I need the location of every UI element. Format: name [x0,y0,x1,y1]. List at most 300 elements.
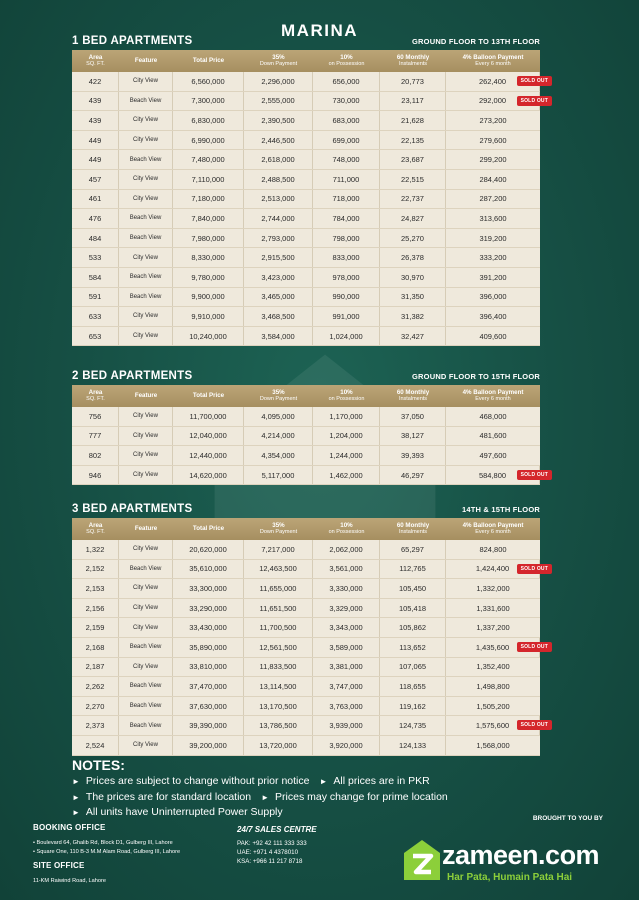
booking-address: • Square One, 110 B-3 M.M Alam Road, Gulberg III, Lahore [33,849,181,855]
column-header [119,50,173,72]
table-cell: 991,000 [313,307,380,326]
table-cell: 113,652 [380,638,446,657]
column-header-label: 4% Balloon Payment [462,389,524,397]
table-cell: 35,890,000 [173,638,244,657]
column-header [446,518,540,540]
table-cell: 484 [72,229,119,248]
table-cell: 2,062,000 [313,540,380,559]
table-cell: 107,065 [380,658,446,677]
column-header-label: Total Price [192,525,225,533]
table-cell: 39,390,000 [173,716,244,735]
site-office-title: SITE OFFICE [33,861,85,870]
table-cell: 449 [72,131,119,150]
column-header-sublabel: Every 6 month [475,529,511,536]
arrow-icon: ► [261,793,270,802]
table-cell: 2,744,000 [244,209,313,228]
table-cell: 313,600 [479,213,507,223]
table-cell: 1,322 [72,540,119,559]
table-cell: 11,833,500 [244,658,313,677]
table-cell: 65,297 [380,540,446,559]
table-cell: 533 [72,248,119,267]
table-row [72,131,540,151]
table-row [72,638,548,658]
table-cell: Beach View [119,716,173,735]
table-cell: 30,970 [380,268,446,287]
table-cell: 990,000 [313,288,380,307]
price-table [72,385,548,485]
table-cell: 5,117,000 [244,466,313,485]
table-cell: 9,900,000 [173,288,244,307]
table-cell: 119,162 [380,697,446,716]
table-cell: 2,270 [72,697,119,716]
arrow-icon: ► [319,777,328,786]
table-cell: 468,000 [479,411,507,421]
table-cell: 11,655,000 [244,579,313,598]
column-header-sublabel: Down Payment [259,529,298,536]
column-header-sublabel: Instalments [398,61,428,68]
table-cell: 20,620,000 [173,540,244,559]
table-cell: 292,000 [446,92,540,111]
column-header [72,518,119,540]
table-cell: 4,095,000 [244,407,313,426]
column-header [173,518,244,540]
note-text: The prices are for standard location [85,791,252,803]
table-cell: 1,204,000 [313,427,380,446]
section-title: 2 BED APARTMENTS [72,370,193,382]
table-cell: 1,024,000 [313,327,380,346]
section-floors: 14TH & 15TH FLOOR [462,505,540,514]
table-cell: 2,187 [72,658,119,677]
table-cell: City View [119,466,173,485]
note-text: All units have Uninterrupted Power Supply [85,806,283,818]
table-row [72,446,540,466]
table-cell: 3,329,000 [313,599,380,618]
table-cell: 7,980,000 [173,229,244,248]
table-cell: 12,561,500 [244,638,313,657]
table-cell: 711,000 [313,170,380,189]
table-cell: Beach View [119,229,173,248]
table-cell: 21,628 [380,111,446,130]
table-cell: 6,560,000 [173,72,244,91]
column-header [244,50,313,72]
table-cell: City View [119,111,173,130]
notes-title: NOTES: [72,757,125,773]
phone-ksa: KSA: +966 11 217 8718 [237,858,303,865]
column-header-label: 35% [272,389,285,397]
table-row [72,658,540,678]
column-header-sublabel: Every 6 month [475,396,511,403]
table-cell: 7,840,000 [173,209,244,228]
table-cell: 396,400 [479,311,507,321]
table-cell: City View [119,599,173,618]
table-cell: 756 [72,407,119,426]
table-cell: 23,117 [380,92,446,111]
table-row [72,248,540,268]
table-cell: City View [119,248,173,267]
column-header-label: Feature [134,57,158,65]
table-cell: 683,000 [313,111,380,130]
column-header-label: 4% Balloon Payment [462,522,524,530]
table-cell: 22,515 [380,170,446,189]
table-cell: 11,700,500 [244,618,313,637]
table-cell: 2,390,500 [244,111,313,130]
table-cell: 14,620,000 [173,466,244,485]
table-cell: 409,600 [479,331,507,341]
table-cell: 2,153 [72,579,119,598]
zameen-z-icon [402,838,442,882]
column-header-label: 35% [272,522,285,530]
table-cell: 584,800 [446,466,540,485]
table-cell: 39,393 [380,446,446,465]
table-cell: 33,430,000 [173,618,244,637]
table-row [72,111,540,131]
phone-pak: PAK: +92 42 111 333 333 [237,840,307,847]
table-cell: 784,000 [313,209,380,228]
table-cell: 802 [72,446,119,465]
table-cell: 319,200 [479,233,507,243]
table-header [72,518,540,540]
column-header-sublabel: SQ. FT. [86,396,105,403]
table-cell: 299,200 [479,155,507,165]
sales-centre-title: 24/7 SALES CENTRE [237,825,317,834]
column-header [446,50,540,72]
table-cell: 1,170,000 [313,407,380,426]
table-row [72,579,540,599]
table-cell: 24,827 [380,209,446,228]
table-cell: 2,618,000 [244,150,313,169]
column-header [119,518,173,540]
table-cell: 3,343,000 [313,618,380,637]
table-cell: 1,424,400 [446,560,540,579]
table-cell: 22,737 [380,190,446,209]
table-cell: 12,040,000 [173,427,244,446]
note-text: All prices are in PKR [333,775,430,787]
column-header-label: Total Price [192,392,225,400]
table-cell: 20,773 [380,72,446,91]
table-cell: City View [119,540,173,559]
table-cell: 13,114,500 [244,677,313,696]
table-cell: 481,600 [479,431,507,441]
table-cell: 824,800 [479,544,507,554]
table-cell: 13,720,000 [244,736,313,755]
table-cell: City View [119,307,173,326]
table-cell: 13,170,500 [244,697,313,716]
sold-out-badge: SOLD OUT [517,470,552,480]
column-header-label: Area [88,522,103,530]
column-header-label: 60 Monthly [396,54,430,62]
table-cell: 591 [72,288,119,307]
table-cell: 3,465,000 [244,288,313,307]
table-cell: 1,331,600 [476,603,510,613]
booking-office-title: BOOKING OFFICE [33,823,106,832]
table-cell: 2,373 [72,716,119,735]
table-cell: 7,180,000 [173,190,244,209]
table-cell: 2,152 [72,560,119,579]
column-header-sublabel: Instalments [398,529,428,536]
brand-name: zameen.com [442,840,600,870]
table-row [72,427,540,447]
table-cell: 1,462,000 [313,466,380,485]
column-header-label: 4% Balloon Payment [462,54,524,62]
table-row [72,677,540,697]
sold-out-badge: SOLD OUT [517,720,552,730]
table-row [72,618,540,638]
table-cell: 37,630,000 [173,697,244,716]
table-cell: City View [119,190,173,209]
price-table [72,50,548,346]
table-cell: 730,000 [313,92,380,111]
column-header-sublabel: SQ. FT. [86,61,105,68]
table-cell: 287,200 [479,194,507,204]
table-row [72,407,540,427]
table-cell: 284,400 [479,174,507,184]
table-cell: Beach View [119,209,173,228]
section-title: 1 BED APARTMENTS [72,35,193,47]
column-header-label: Area [88,389,103,397]
table-cell: 11,651,500 [244,599,313,618]
table-row [72,307,540,327]
column-header [380,50,446,72]
table-cell: 33,290,000 [173,599,244,618]
table-cell: 3,747,000 [313,677,380,696]
table-cell: 35,610,000 [173,560,244,579]
table-cell: Beach View [119,677,173,696]
column-header-sublabel: Every 6 month [475,61,511,68]
sold-out-badge: SOLD OUT [517,96,552,106]
table-cell: 22,135 [380,131,446,150]
table-cell: 12,440,000 [173,446,244,465]
table-cell: 1,568,000 [476,740,510,750]
sold-out-badge: SOLD OUT [517,564,552,574]
table-cell: 105,450 [380,579,446,598]
table-cell: 584 [72,268,119,287]
table-cell: 497,600 [479,450,507,460]
booking-address: • Boulevard 64, Ghalib Rd, Block D1, Gulberg III, Lahore [33,840,173,846]
table-cell: 1,505,200 [476,701,510,711]
table-cell: 3,763,000 [313,697,380,716]
column-header-sublabel: Down Payment [259,396,298,403]
table-cell: City View [119,131,173,150]
column-header [244,518,313,540]
column-header [446,385,540,407]
table-cell: 10,240,000 [173,327,244,346]
table-cell: 391,200 [479,272,507,282]
column-header-label: Total Price [192,57,225,65]
table-cell: 279,600 [479,135,507,145]
table-cell: 2,524 [72,736,119,755]
table-cell: 124,735 [380,716,446,735]
table-cell: 2,446,500 [244,131,313,150]
column-header-label: 60 Monthly [396,522,430,530]
table-cell: 2,296,000 [244,72,313,91]
table-header [72,50,540,72]
table-cell: 6,990,000 [173,131,244,150]
table-cell: 461 [72,190,119,209]
brand-logo [402,838,612,888]
table-cell: 3,584,000 [244,327,313,346]
table-cell: 38,127 [380,427,446,446]
table-cell: City View [119,736,173,755]
table-cell: 124,133 [380,736,446,755]
table-row [72,170,540,190]
brand-tagline: Har Pata, Humain Pata Hai [447,872,573,883]
table-cell: 3,423,000 [244,268,313,287]
table-cell: 3,589,000 [313,638,380,657]
column-header-sublabel: Down Payment [259,61,298,68]
column-header-sublabel: on Possession [328,396,365,403]
column-header-label: Area [88,54,103,62]
table-cell: City View [119,407,173,426]
column-header-sublabel: on Possession [328,529,365,536]
column-header-label: 60 Monthly [396,389,430,397]
phone-uae: UAE: +971 4 4378010 [237,849,299,856]
table-cell: 1,435,600 [446,638,540,657]
table-row [72,327,540,347]
table-row [72,540,540,560]
table-cell: 718,000 [313,190,380,209]
arrow-icon: ► [72,777,80,786]
table-cell: Beach View [119,560,173,579]
table-cell: 7,217,000 [244,540,313,559]
table-cell: City View [119,446,173,465]
table-cell: 25,270 [380,229,446,248]
column-header-label: Feature [134,392,158,400]
table-cell: 2,488,500 [244,170,313,189]
table-cell: 105,862 [380,618,446,637]
table-cell: 777 [72,427,119,446]
table-cell: 31,350 [380,288,446,307]
table-cell: 2,156 [72,599,119,618]
table-cell: 12,463,500 [244,560,313,579]
column-header [72,385,119,407]
table-cell: 2,262 [72,677,119,696]
table-cell: 978,000 [313,268,380,287]
table-cell: 3,939,000 [313,716,380,735]
table-cell: 798,000 [313,229,380,248]
column-header-label: 35% [272,54,285,62]
table-cell: Beach View [119,288,173,307]
table-cell: 273,200 [479,115,507,125]
table-cell: 2,793,000 [244,229,313,248]
table-cell: 699,000 [313,131,380,150]
table-cell: Beach View [119,92,173,111]
column-header [380,518,446,540]
column-header-label: 10% [340,54,353,62]
column-header [173,50,244,72]
column-header-sublabel: SQ. FT. [86,529,105,536]
table-row [72,268,540,288]
table-row [72,209,540,229]
table-row [72,150,540,170]
table-cell: 105,418 [380,599,446,618]
column-header [72,50,119,72]
arrow-icon: ► [72,793,80,802]
note-text: Prices are subject to change without prior notice [85,775,310,787]
arrow-icon: ► [72,808,80,817]
section-floors: GROUND FLOOR TO 13TH FLOOR [412,37,540,46]
table-row [72,72,548,92]
table-cell: 396,000 [479,292,507,302]
table-cell: City View [119,72,173,91]
table-cell: 1,498,800 [476,681,510,691]
table-row [72,716,548,736]
table-cell: 3,330,000 [313,579,380,598]
table-cell: 118,655 [380,677,446,696]
table-cell: 4,354,000 [244,446,313,465]
table-cell: 1,332,000 [476,583,510,593]
table-cell: 31,382 [380,307,446,326]
table-cell: 7,110,000 [173,170,244,189]
note-line [72,775,430,787]
table-cell: Beach View [119,638,173,657]
table-cell: 46,297 [380,466,446,485]
table-cell: 13,786,500 [244,716,313,735]
table-cell: 633 [72,307,119,326]
table-cell: 457 [72,170,119,189]
table-row [72,92,548,112]
table-cell: 37,050 [380,407,446,426]
table-cell: 112,765 [380,560,446,579]
column-header-label: Feature [134,525,158,533]
table-cell: 3,381,000 [313,658,380,677]
table-cell: 33,810,000 [173,658,244,677]
table-cell: 2,159 [72,618,119,637]
table-cell: 7,300,000 [173,92,244,111]
sold-out-badge: SOLD OUT [517,76,552,86]
column-header [380,385,446,407]
column-header [244,385,313,407]
table-cell: 8,330,000 [173,248,244,267]
table-cell: Beach View [119,150,173,169]
table-row [72,229,540,249]
table-row [72,288,540,308]
column-header [173,385,244,407]
sold-out-badge: SOLD OUT [517,642,552,652]
table-cell: 39,200,000 [173,736,244,755]
column-header [313,50,380,72]
table-cell: 333,200 [479,253,507,263]
table-row [72,736,540,756]
table-cell: 3,920,000 [313,736,380,755]
table-cell: 262,400 [446,72,540,91]
table-cell: 1,337,200 [476,623,510,633]
table-cell: 26,378 [380,248,446,267]
table-row [72,560,548,580]
table-cell: 9,910,000 [173,307,244,326]
table-cell: 1,244,000 [313,446,380,465]
table-cell: 32,427 [380,327,446,346]
table-cell: 653 [72,327,119,346]
note-text: Prices may change for prime location [275,791,448,803]
table-cell: 37,470,000 [173,677,244,696]
table-cell: 449 [72,150,119,169]
column-header-sublabel: Instalments [398,396,428,403]
table-cell: 2,513,000 [244,190,313,209]
table-cell: 11,700,000 [173,407,244,426]
table-row [72,466,548,486]
table-cell: 2,555,000 [244,92,313,111]
table-cell: 7,480,000 [173,150,244,169]
note-line [72,791,448,803]
table-cell: 656,000 [313,72,380,91]
section-title: 3 BED APARTMENTS [72,503,193,515]
table-cell: 2,915,500 [244,248,313,267]
table-cell: 4,214,000 [244,427,313,446]
table-cell: 833,000 [313,248,380,267]
table-cell: City View [119,327,173,346]
table-cell: 439 [72,92,119,111]
table-cell: 748,000 [313,150,380,169]
